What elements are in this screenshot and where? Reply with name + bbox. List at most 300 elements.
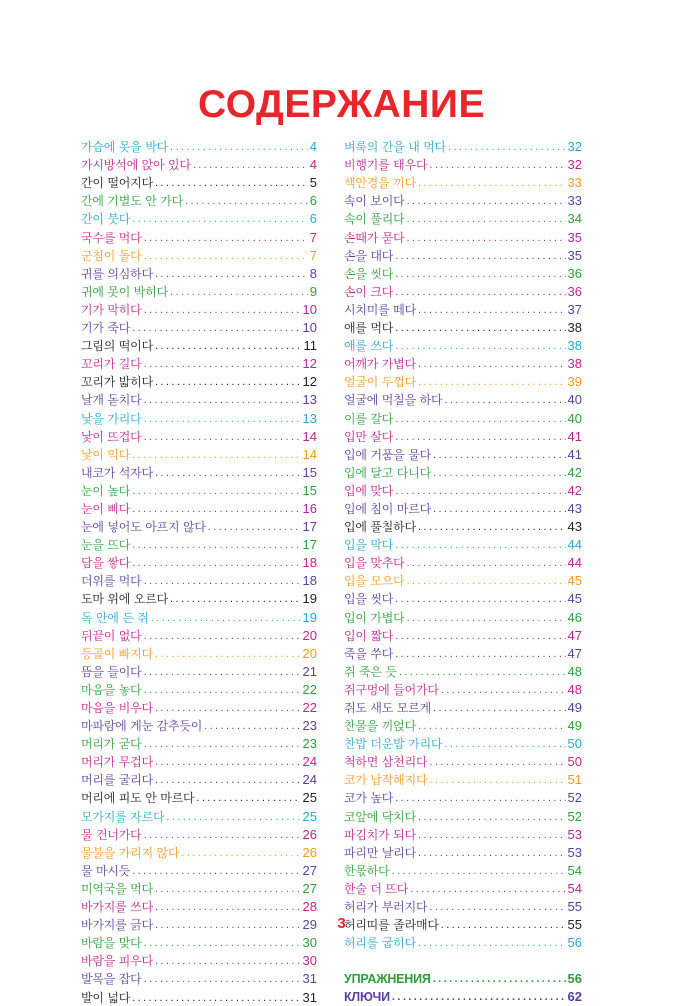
toc-entry-page: 25: [302, 790, 317, 806]
toc-entry: [344, 716, 582, 734]
dot-leader: [418, 519, 566, 535]
toc-entry-page: 55: [567, 917, 582, 933]
toc-entry: [344, 499, 582, 517]
toc-entry: [81, 318, 317, 336]
toc-right-column: [344, 137, 582, 1005]
toc-entry-title: 발목을 잡다: [81, 972, 142, 987]
toc-entry-page: 20: [302, 645, 317, 661]
toc-entry-title: КЛЮЧИ: [344, 990, 390, 1005]
toc-entry-page: 15: [302, 482, 317, 498]
toc-entry-title: 입을 씻다: [344, 592, 394, 607]
toc-entry: [344, 209, 582, 227]
toc-entry-title: 그림의 떡이다: [81, 339, 153, 354]
dot-leader: [433, 700, 566, 716]
toc-entry: [81, 155, 317, 173]
toc-entry-title: 얼굴에 먹칠을 하다: [344, 393, 443, 408]
toc-entry: [81, 571, 317, 589]
toc-entry-title: 쥐구멍에 들어가다: [344, 682, 439, 697]
dot-leader: [444, 736, 565, 752]
toc-entry-title: УПРАЖНЕНИЯ: [344, 972, 431, 987]
toc-entry-title: 입에 맞다: [344, 483, 394, 498]
toc-entry-page: 18: [302, 573, 317, 589]
dot-leader: [170, 139, 308, 155]
page-number: 3: [337, 915, 346, 932]
dot-leader: [410, 881, 565, 897]
dot-leader: [144, 573, 301, 589]
toc-entry-title: 바가지를 긁다: [81, 918, 153, 933]
toc-entry-title: 머리에 피도 안 마르다: [81, 791, 195, 806]
toc-entry-title: 코앞에 닥치다: [344, 809, 416, 824]
toc-entry: [81, 481, 317, 499]
toc-entry: [344, 752, 582, 770]
toc-entry-title: 입을 막다: [344, 538, 394, 553]
toc-entry-page: 4: [309, 139, 317, 155]
toc-entry-page: 22: [302, 681, 317, 697]
toc-entry-title: 귀에 못이 박히다: [81, 284, 168, 299]
toc-left-column: [81, 137, 317, 1006]
dot-leader: [170, 284, 308, 300]
toc-entry: [344, 897, 582, 915]
toc-entry-title: 꼬리가 밟히다: [81, 375, 153, 390]
toc-entry-title: 물불을 가리지 않다: [81, 845, 180, 860]
toc-entry: [344, 137, 582, 155]
toc-entry: [81, 716, 317, 734]
toc-entry-page: 54: [567, 880, 582, 896]
toc-entry: [81, 806, 317, 824]
toc-entry-page: 6: [309, 211, 317, 227]
toc-entry: [344, 626, 582, 644]
toc-entry-title: 속이 보이다: [344, 194, 405, 209]
toc-entry: [81, 861, 317, 879]
toc-entry: [81, 698, 317, 716]
toc-entry: [344, 372, 582, 390]
dot-leader: [441, 682, 566, 698]
toc-entry-page: 38: [567, 356, 582, 372]
dot-leader: [132, 211, 308, 227]
toc-entry: [344, 246, 582, 264]
toc-entry: [81, 770, 317, 788]
toc-entry-title: 손이 크다: [344, 284, 394, 299]
dot-leader: [392, 989, 566, 1005]
dot-leader: [155, 266, 308, 282]
toc-entry-title: 입에 거품을 물다: [344, 447, 431, 462]
toc-entry-page: 42: [567, 482, 582, 498]
toc-entry: [344, 861, 582, 879]
dot-leader: [132, 537, 300, 553]
toc-entry-title: 이를 갈다: [344, 411, 394, 426]
dot-leader: [144, 628, 301, 644]
dot-leader: [407, 555, 566, 571]
dot-leader: [181, 845, 300, 861]
toc-entry-page: 7: [309, 229, 317, 245]
dot-leader: [433, 447, 566, 463]
toc-entry: [344, 788, 582, 806]
toc-entry: [344, 933, 582, 951]
toc-entry-title: 한몫하다: [344, 863, 390, 878]
toc-entry-page: 24: [302, 754, 317, 770]
dot-leader: [204, 718, 300, 734]
toc-entry-title: 입만 살다: [344, 429, 394, 444]
toc-entry-page: 52: [567, 808, 582, 824]
dot-leader: [418, 374, 566, 390]
toc-entry: [81, 517, 317, 535]
toc-entry-title: 눈을 뜨다: [81, 538, 131, 553]
dot-leader: [132, 863, 300, 879]
toc-entry-title: 물 건너가다: [81, 827, 142, 842]
toc-entry: [81, 390, 317, 408]
toc-entry: [81, 372, 317, 390]
dot-leader: [196, 790, 300, 806]
toc-entry-page: 36: [567, 283, 582, 299]
dot-leader: [395, 429, 565, 445]
toc-entry-page: 49: [567, 718, 582, 734]
dot-leader: [407, 573, 566, 589]
toc-entry-page: 4: [309, 157, 317, 173]
toc-entry: [81, 445, 317, 463]
toc-entry-title: 마음을 비우다: [81, 701, 153, 715]
toc-entry-title: 귀를 의심하다: [81, 266, 153, 281]
toc-entry-title: 눈이 삐다: [81, 501, 131, 516]
dot-leader: [144, 664, 301, 680]
toc-entry-title: 가시방석에 앉아 있다: [81, 158, 191, 173]
toc-entry: [344, 264, 582, 282]
toc-entry-title: 기가 막히다: [81, 302, 142, 317]
toc-entry: [81, 463, 317, 481]
toc-entry: [344, 282, 582, 300]
dot-leader: [448, 139, 566, 155]
toc-entry-page: 21: [302, 663, 317, 679]
dot-leader: [155, 374, 301, 390]
dot-leader: [166, 809, 300, 825]
page-title: СОДЕРЖАНИЕ: [198, 83, 485, 126]
toc-entry-page: 46: [567, 609, 582, 625]
toc-entry-page: 35: [567, 229, 582, 245]
toc-entry: [344, 300, 582, 318]
dot-leader: [395, 248, 565, 264]
toc-entry-page: 47: [567, 627, 582, 643]
toc-entry: [81, 354, 317, 372]
toc-entry-title: 입이 짧다: [344, 628, 394, 643]
toc-entry-page: 24: [302, 772, 317, 788]
dot-leader: [155, 953, 301, 969]
dot-leader: [395, 537, 565, 553]
toc-entry: [344, 155, 582, 173]
dot-leader: [155, 175, 308, 191]
dot-leader: [193, 157, 308, 173]
dot-leader: [418, 809, 566, 825]
dot-leader: [418, 175, 566, 191]
toc-entry-page: 45: [567, 573, 582, 589]
toc-entry-page: 41: [567, 446, 582, 462]
toc-entry-title: 입을 모으다: [344, 574, 405, 589]
dot-leader: [144, 248, 308, 264]
toc-entry-title: 입에 침이 마르다: [344, 501, 431, 516]
toc-entry-page: 33: [567, 193, 582, 209]
dot-leader: [144, 827, 301, 843]
toc-entry-page: 5: [309, 175, 317, 191]
toc-entry-page: 53: [567, 826, 582, 842]
toc-entry: [81, 209, 317, 227]
toc-entry: [81, 879, 317, 897]
dot-leader: [395, 483, 565, 499]
toc-entry: [81, 300, 317, 318]
toc-entry-title: 발이 넓다: [81, 990, 131, 1005]
toc-entry-title: 낯이 뜨겁다: [81, 429, 142, 444]
toc-entry-title: 척하면 삼천리다: [344, 755, 428, 770]
toc-entry-page: 22: [302, 700, 317, 715]
toc-entry-title: 마음을 놓다: [81, 682, 142, 697]
toc-entry: [81, 264, 317, 282]
dot-leader: [132, 555, 300, 571]
dot-leader: [144, 429, 301, 445]
toc-entry-title: 군침이 돌다: [81, 248, 142, 263]
toc-entry: [344, 806, 582, 824]
toc-entry: [344, 535, 582, 553]
toc-entry-title: 색안경을 끼다: [344, 176, 416, 191]
toc-entry: [344, 336, 582, 354]
toc-entry-title: 쥐 죽은 듯: [344, 664, 397, 679]
toc-entry-page: 44: [567, 537, 582, 553]
toc-entry-title: 간에 기별도 안 가다: [81, 194, 183, 209]
dot-leader: [433, 465, 566, 481]
toc-entry: [81, 191, 317, 209]
dot-leader: [433, 501, 566, 517]
toc-entry-page: 8: [309, 265, 317, 281]
toc-entry: [344, 354, 582, 372]
toc-entry-title: 낯을 가리다: [81, 411, 142, 426]
toc-entry: [81, 752, 317, 770]
dot-leader: [144, 682, 301, 698]
toc-entry-page: 47: [567, 645, 582, 661]
toc-entry-title: 한술 더 뜨다: [344, 881, 409, 896]
dot-leader: [407, 610, 566, 626]
toc-entry-title: 기가 죽다: [81, 321, 131, 336]
toc-entry: [344, 571, 582, 589]
toc-entry-page: 30: [302, 935, 317, 951]
toc-entry-page: 43: [567, 519, 582, 535]
toc-entry-title: 간이 떨어지다: [81, 176, 153, 191]
toc-entry-page: 31: [302, 971, 317, 987]
toc-entry-page: 44: [567, 555, 582, 571]
toc-entry-page: 50: [567, 754, 582, 770]
toc-entry: [344, 318, 582, 336]
toc-entry-page: 17: [302, 519, 317, 535]
toc-entry-page: 16: [302, 500, 317, 516]
toc-entry-title: 등골이 빠지다: [81, 646, 153, 661]
toc-entry-title: 국수를 먹다: [81, 230, 142, 245]
toc-entry-page: 39: [567, 374, 582, 390]
toc-entry-title: 낯이 익다: [81, 447, 131, 462]
dot-leader: [444, 392, 565, 408]
toc-entry-page: 56: [567, 935, 582, 951]
dot-leader: [395, 338, 565, 354]
toc-entry-title: 입이 가볍다: [344, 610, 405, 625]
toc-entry: [344, 698, 582, 716]
toc-entry-title: 허리가 부러지다: [344, 900, 428, 915]
dot-leader: [418, 302, 566, 318]
toc-entry-title: 어깨가 가볍다: [344, 357, 416, 372]
dot-leader: [429, 157, 565, 173]
dot-leader: [185, 193, 308, 209]
toc-entry-page: 30: [302, 953, 317, 969]
toc-entry-page: 20: [302, 627, 317, 643]
toc-entry-page: 18: [302, 555, 317, 571]
toc-entry: [81, 933, 317, 951]
toc-entry-title: 손을 씻다: [344, 266, 394, 281]
toc-entry-page: 19: [302, 591, 317, 607]
dot-leader: [395, 320, 565, 336]
toc-entry-page: 32: [567, 139, 582, 155]
dot-leader: [144, 302, 301, 318]
toc-entry-title: 바람을 피우다: [81, 954, 153, 969]
toc-entry-title: 찬물을 끼얹다: [344, 719, 416, 734]
toc-entry-title: 가슴에 못을 박다: [81, 140, 168, 155]
toc-entry-title: 파김치가 되다: [344, 827, 416, 842]
toc-entry: [81, 408, 317, 426]
toc-entry-page: 34: [567, 211, 582, 227]
toc-entry-title: 머리가 굳다: [81, 737, 142, 752]
toc-entry-page: 50: [567, 736, 582, 752]
toc-entry-title: 손때가 묻다: [344, 230, 405, 245]
toc-entry: [344, 843, 582, 861]
toc-entry-title: 손을 대다: [344, 248, 394, 263]
toc-entry-title: 마파람에 게눈 감추듯이: [81, 719, 203, 734]
dot-leader: [407, 211, 566, 227]
toc-entry-title: 비행기를 태우다: [344, 158, 428, 173]
toc-entry: [344, 680, 582, 698]
toc-entry: [81, 535, 317, 553]
toc-entry: [81, 969, 317, 987]
toc-entry-title: 독 안에 든 쥐: [81, 610, 149, 625]
toc-entry-page: 29: [302, 917, 317, 933]
toc-entry-page: 27: [302, 880, 317, 896]
toc-entry-title: 속이 풀리다: [344, 212, 405, 227]
toc-entry: [344, 969, 582, 987]
toc-entry: [81, 843, 317, 861]
dot-leader: [395, 411, 565, 427]
toc-entry-page: 37: [567, 301, 582, 317]
toc-entry-page: 54: [567, 862, 582, 878]
toc-entry-title: 시치미를 떼다: [344, 302, 416, 317]
dot-leader: [433, 971, 566, 987]
toc-entry: [344, 408, 582, 426]
toc-entry-page: 36: [567, 265, 582, 281]
toc-entry-page: 41: [567, 428, 582, 444]
toc-entry-title: 더위를 먹다: [81, 574, 142, 589]
dot-leader: [155, 881, 301, 897]
dot-leader: [155, 338, 302, 354]
toc-entry: [344, 770, 582, 788]
toc-entry: [344, 662, 582, 680]
toc-entry-page: 26: [302, 826, 317, 842]
toc-entry-page: 11: [303, 338, 317, 354]
dot-leader: [407, 230, 566, 246]
dot-leader: [395, 591, 565, 607]
toc-entry-page: 10: [302, 301, 317, 317]
toc-entry: [81, 644, 317, 662]
toc-entry-page: 13: [302, 410, 317, 426]
toc-entry-title: 날개 돋치다: [81, 393, 142, 408]
toc-entry-page: 23: [302, 718, 317, 734]
dot-leader: [395, 646, 565, 662]
toc-entry-title: 찬밥 더운밥 가리다: [344, 737, 443, 752]
dot-leader: [155, 646, 301, 662]
toc-entry-page: 25: [302, 808, 317, 824]
toc-entry-page: 9: [309, 283, 317, 299]
toc-entry: [344, 191, 582, 209]
toc-entry-title: 입을 맞추다: [344, 556, 405, 571]
dot-leader: [144, 736, 301, 752]
toc-entry: [344, 734, 582, 752]
dot-leader: [429, 772, 565, 788]
toc-entry-page: 40: [567, 410, 582, 426]
toc-entry-title: 간이 붓다: [81, 212, 131, 227]
dot-leader: [399, 664, 566, 680]
toc-entry: [344, 427, 582, 445]
toc-entry: [81, 788, 317, 806]
toc-entry-title: 바람을 맞다: [81, 936, 142, 951]
toc-entry-title: 벼룩의 간을 내 먹다: [344, 140, 446, 155]
dot-leader: [144, 971, 301, 987]
toc-entry-page: 7: [309, 247, 317, 263]
dot-leader: [132, 447, 300, 463]
toc-entry-title: 미역국을 먹다: [81, 881, 153, 896]
section-gap: [344, 951, 582, 969]
dot-leader: [395, 628, 565, 644]
toc-entry: [81, 987, 317, 1005]
dot-leader: [132, 990, 300, 1006]
toc-entry: [344, 445, 582, 463]
dot-leader: [407, 193, 566, 209]
toc-entry-page: 48: [567, 663, 582, 679]
toc-entry: [344, 390, 582, 408]
toc-entry-page: 32: [567, 157, 582, 173]
toc-entry: [81, 607, 317, 625]
toc-entry: [81, 589, 317, 607]
toc-entry: [81, 227, 317, 245]
toc-entry: [81, 336, 317, 354]
toc-entry-title: 눈에 넣어도 아프지 않다: [81, 520, 206, 535]
toc-entry: [81, 499, 317, 517]
toc-entry-title: 허리를 굽히다: [344, 936, 416, 951]
toc-entry: [81, 137, 317, 155]
toc-entry-page: 62: [567, 989, 582, 1005]
toc-entry-page: 26: [302, 844, 317, 860]
dot-leader: [155, 754, 301, 770]
toc-entry: [81, 427, 317, 445]
dot-leader: [155, 465, 301, 481]
toc-entry: [344, 589, 582, 607]
toc-entry-title: 머리를 굴리다: [81, 773, 153, 788]
toc-entry-page: 45: [567, 591, 582, 607]
toc-entry-title: 쥐도 새도 모르게: [344, 701, 431, 715]
toc-entry-page: 35: [567, 247, 582, 263]
toc-entry: [344, 987, 582, 1005]
toc-entry: [81, 173, 317, 191]
toc-entry: [344, 173, 582, 191]
toc-entry-page: 14: [302, 446, 317, 462]
dot-leader: [144, 935, 301, 951]
toc-entry-page: 38: [567, 320, 582, 336]
toc-entry: [344, 463, 582, 481]
toc-entry: [81, 825, 317, 843]
toc-entry-page: 19: [302, 609, 317, 625]
toc-entry-page: 48: [567, 681, 582, 697]
dot-leader: [132, 483, 300, 499]
dot-leader: [132, 501, 300, 517]
toc-entry: [81, 626, 317, 644]
dot-leader: [151, 610, 301, 626]
